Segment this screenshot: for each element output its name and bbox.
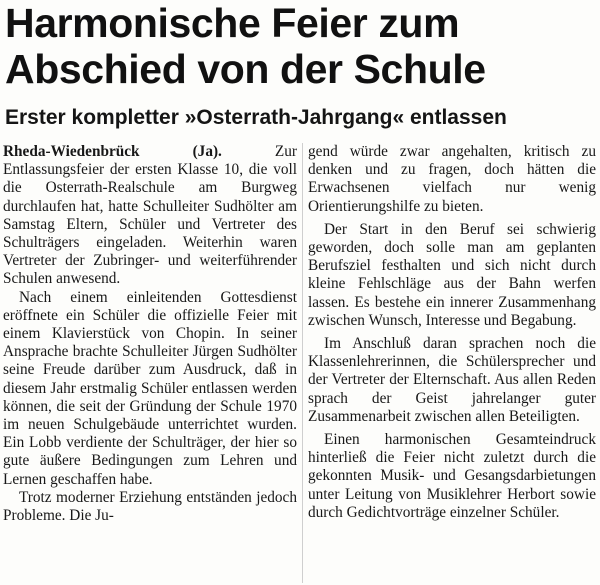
article-paragraph: gend würde zwar angehalten, kritisch zu denken und zu fragen, doch hätten die Erwachsenen vielfach nur wenig Orientierungshilfe zu bieten. bbox=[308, 143, 596, 215]
article-subheadline: Erster kompletter »Osterrath-Jahrgang« entlassen bbox=[5, 106, 507, 129]
headline-line-1: Harmonische Feier zum bbox=[5, 0, 460, 46]
paragraph-text: Zur Entlassungsfeier der ersten Klasse 10, die voll die Osterrath-Realschule am Burgweg durchlaufen hat, hatte Schulleiter Sudhölter am Samstag Eltern, Schüler und Vertreter des Schulträgers eingeladen. Weiterhin waren Vertreter der Zubringer- und weiterführender Schulen anwesend. bbox=[3, 143, 297, 288]
article-column-left bbox=[3, 143, 297, 525]
article-paragraph: Nach einem einleitenden Gottesdienst eröffnete ein Schüler die offizielle Feier mit einem Klavierstück von Chopin. In seiner Ansprache brachte Schulleiter Jürgen Sudhölter seine Freude darüber zum Ausdruck, daß in diesem Jahr erstmalig Schüler entlassen werden können, die seit der Gründung der Schule 1970 im neuen Schulgebäude unterrichtet wurden. Ein Lobb verdiente der Schulträger, der hier so gute äußere Bedingungen zum Lehren und Lernen geschaffen habe. bbox=[3, 288, 297, 488]
article-paragraph: Trotz moderner Erziehung entständen jedoch Probleme. Die Ju- bbox=[3, 488, 297, 525]
article-headline bbox=[5, 0, 595, 92]
article-paragraph: Im Anschluß daran sprachen noch die Klassenlehrerinnen, die Schülersprecher und der Vertreter der Elternschaft. Aus allen Reden sprach der Geist jahrelanger guter Zusammenarbeit zwischen allen Beteiligten. bbox=[308, 335, 596, 425]
column-divider bbox=[302, 143, 303, 583]
headline-line-2: Abschied von der Schule bbox=[5, 46, 486, 92]
article-dateline: Rheda-Wiedenbrück (Ja). bbox=[3, 143, 222, 160]
article-paragraph: Einen harmonischen Gesamteindruck hinterließ die Feier nicht zuletzt durch die gekonnten Musik- und Gesangsdarbietungen unter Leitung von Musiklehrer Herbort sowie durch Gedichtvorträge einzelner Schüler. bbox=[308, 431, 596, 521]
article-column-right bbox=[308, 143, 596, 522]
article-paragraph: Der Start in den Beruf sei schwierig geworden, doch solle man am geplanten Berufsziel festhalten und sich nicht durch kleine Fehlschläge aus der Bahn werfen lassen. Es bestehe ein innerer Zusammenhang zwischen Wunsch, Interesse und Begabung. bbox=[308, 220, 596, 329]
article-paragraph bbox=[3, 143, 297, 289]
